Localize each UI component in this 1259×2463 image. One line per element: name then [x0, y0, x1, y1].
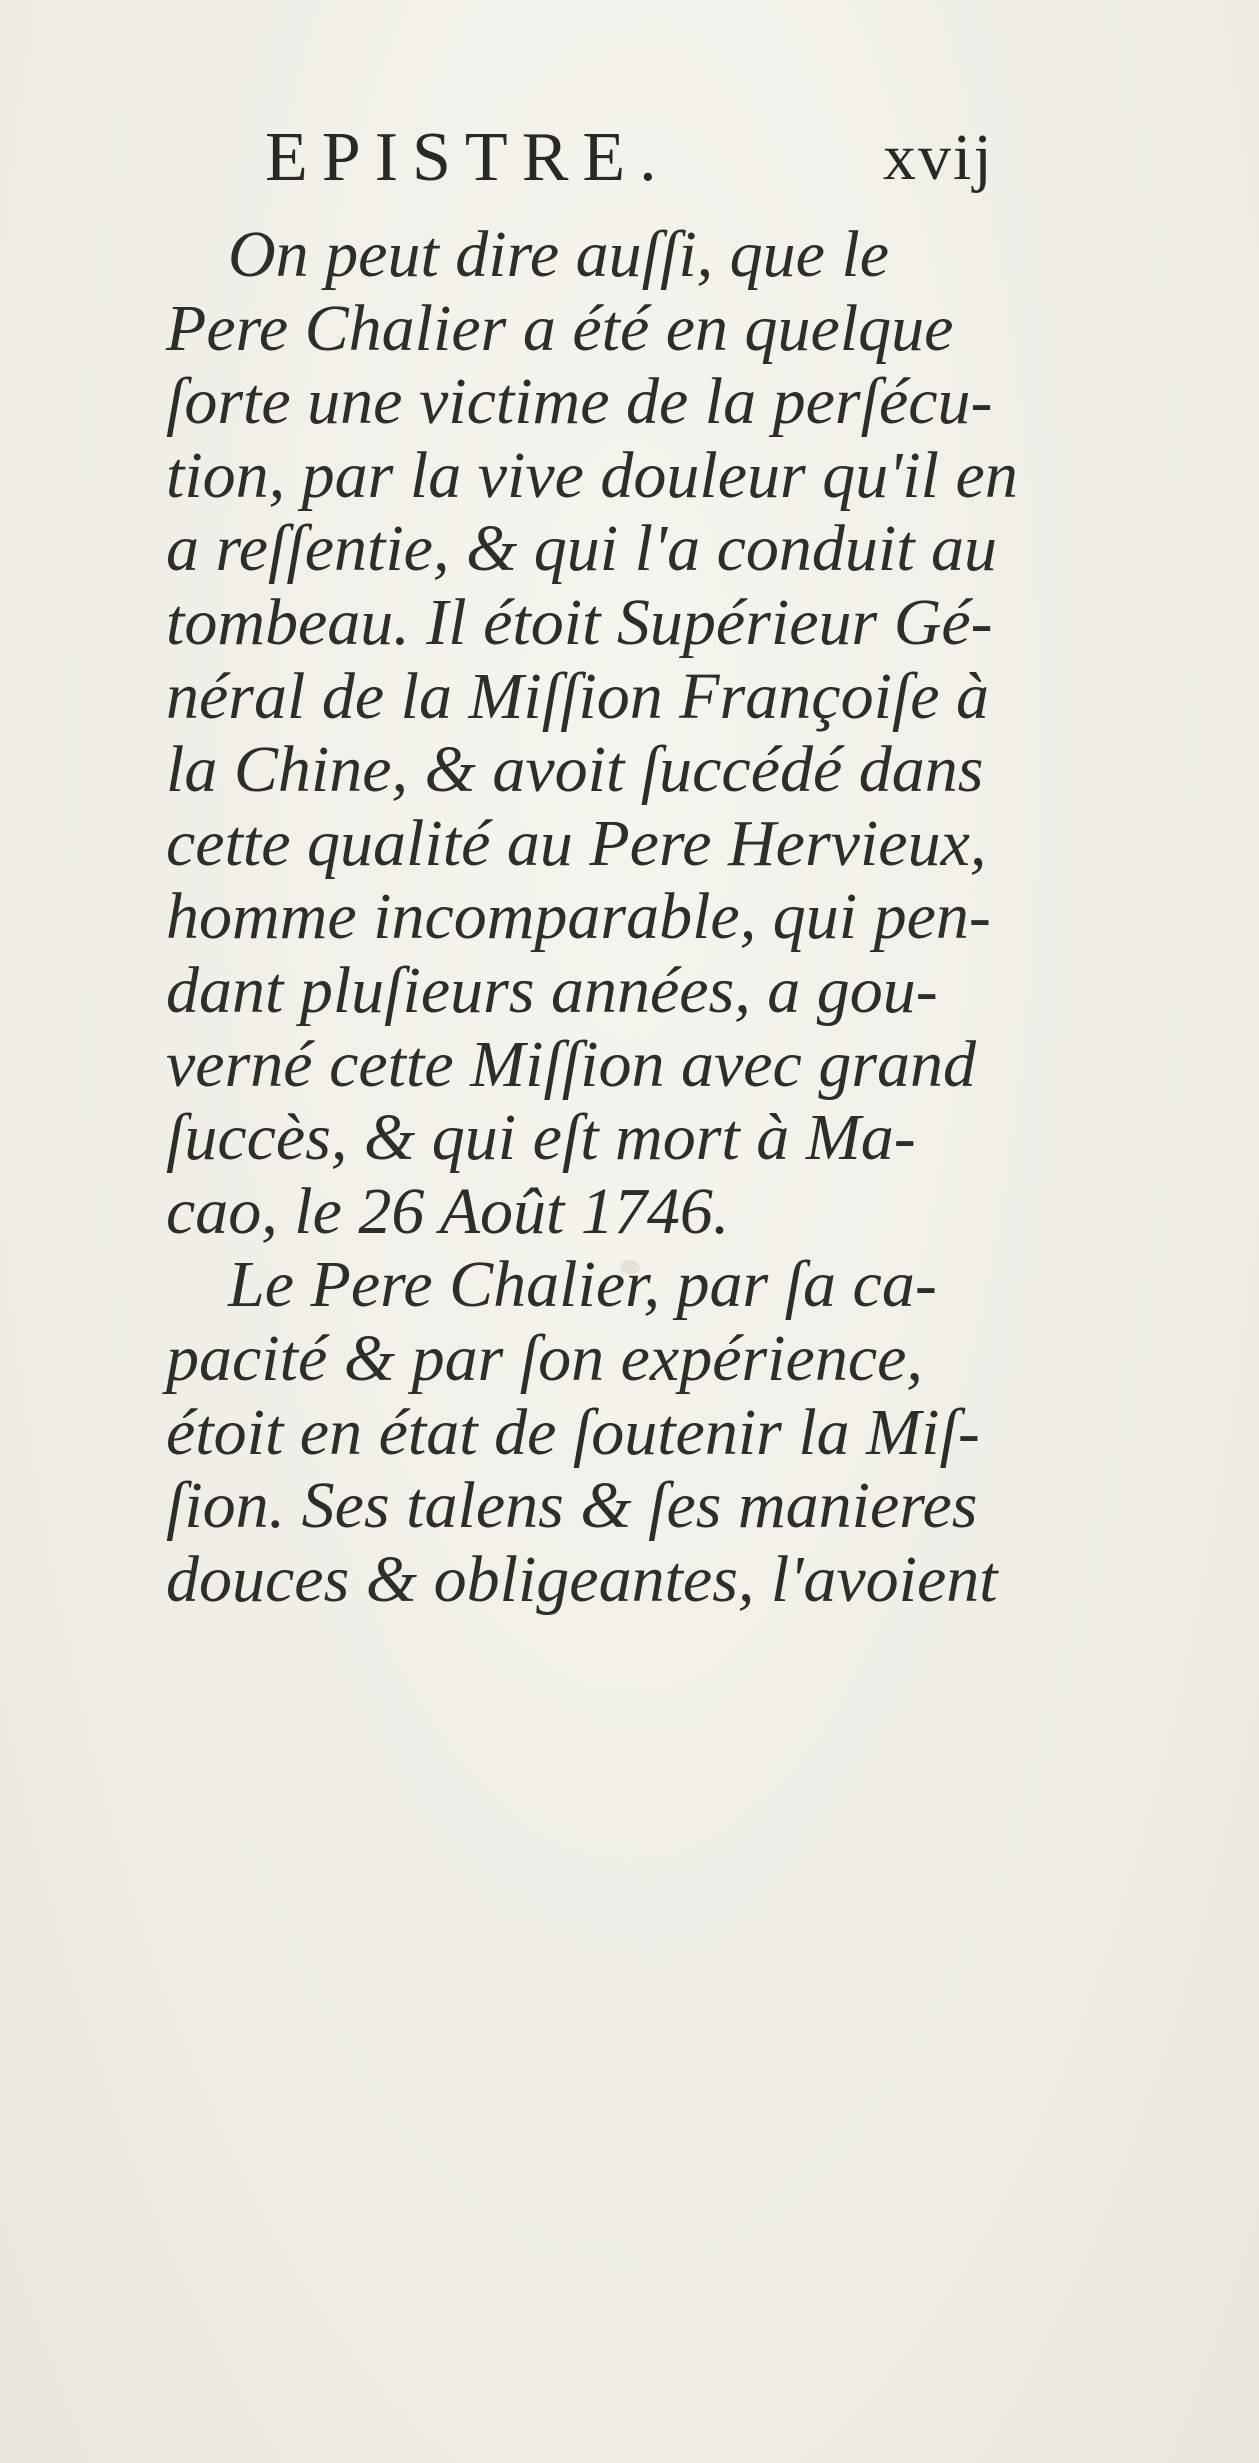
paper-blemish: [620, 1260, 640, 1274]
text-line: homme incomparable, qui pen-: [166, 880, 991, 954]
text-line: ſion. Ses talens & ſes manieres: [166, 1469, 978, 1543]
text-line: néral de la Miſſion Françoiſe à: [166, 659, 990, 733]
body-text: [166, 218, 1086, 1616]
paragraph-2: [166, 1248, 1086, 1616]
text-line: ſuccès, & qui eſt mort à Ma-: [166, 1101, 916, 1175]
text-line: a reſſentie, & qui l'a conduit au: [166, 512, 998, 586]
text-line: ſorte une victime de la perſécu-: [166, 365, 993, 439]
text-line: douces & obligeantes, l'avoient: [166, 1542, 998, 1616]
text-line: cao, le 26 Août 1746.: [166, 1174, 730, 1248]
text-line: pacité & par ſon expérience,: [166, 1321, 923, 1395]
text-line: tombeau. Il étoit Supérieur Gé-: [166, 585, 993, 659]
text-line: cette qualité au Pere Hervieux,: [166, 806, 987, 880]
text-line: verné cette Miſſion avec grand: [166, 1027, 977, 1101]
running-head-title: EPISTRE.: [265, 119, 671, 196]
text-line: dant pluſieurs années, a gou-: [166, 953, 938, 1027]
paragraph-1: [166, 218, 1086, 1248]
text-line: étoit en état de ſoutenir la Miſ-: [166, 1395, 980, 1469]
running-head: [0, 118, 1259, 198]
text-line: Pere Chalier a été en quelque: [166, 291, 954, 365]
text-line: On peut dire auſſi, que le: [228, 218, 890, 291]
page-number: xvij: [883, 121, 994, 194]
text-line: Le Pere Chalier, par ſa ca-: [228, 1248, 937, 1322]
text-line: la Chine, & avoit ſuccédé dans: [166, 733, 984, 807]
text-line: tion, par la vive douleur qu'il en: [166, 438, 1018, 512]
